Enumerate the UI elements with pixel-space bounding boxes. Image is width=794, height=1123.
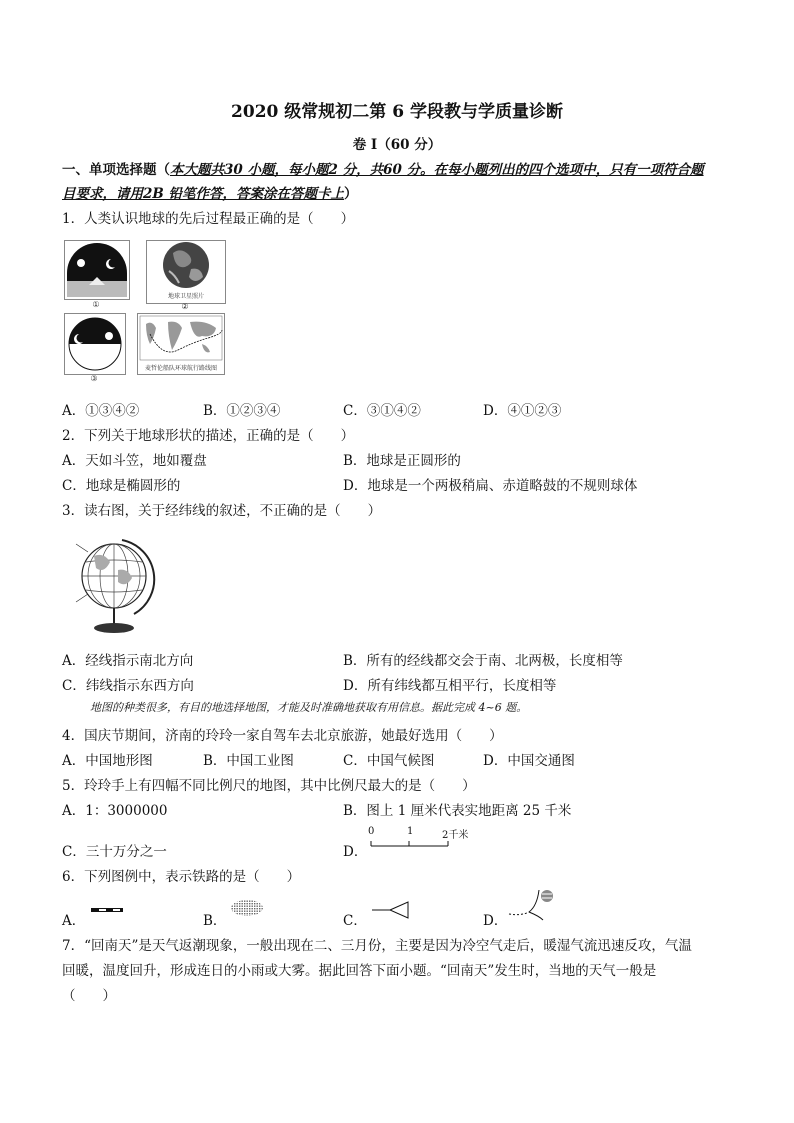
section-note-end: ） — [344, 186, 358, 202]
q5-scale-bar — [368, 826, 478, 856]
hatched-area-symbol-icon — [229, 898, 265, 918]
questions-4-6-intro: 地图的种类很多，有目的地选择地图，才能及时准确地获取有用信息。据此完成 4~6 题。 — [90, 701, 528, 714]
magellan-route-map — [138, 314, 224, 364]
scale-bar-line — [368, 840, 458, 850]
scale-label-1: 1 — [407, 826, 414, 837]
q1-figure-4-caption: 麦哲伦船队环球航行路线图 — [144, 365, 217, 372]
dashed-route-symbol-icon — [505, 886, 559, 922]
question-1-stem: 1．人类认识地球的先后过程最正确的是（ ） — [62, 211, 355, 227]
scale-label-0: 0 — [368, 826, 375, 837]
question-7-answer-blank: （ ） — [62, 988, 116, 1004]
q6-option-b[interactable]: B． — [203, 913, 227, 929]
q6-option-c[interactable]: C． — [343, 913, 367, 929]
q1-figure-2-caption: 地球卫星照片 — [167, 293, 204, 300]
q5-option-b[interactable]: B．图上 1 厘米代表实地距离 25 千米 — [343, 803, 572, 819]
q1-option-b[interactable]: B．①②③④ — [203, 403, 281, 419]
q1-figure-2 — [146, 240, 226, 304]
q3-option-c[interactable]: C．纬线指示东西方向 — [62, 678, 194, 694]
question-2-stem: 2．下列关于地球形状的描述，正确的是（ ） — [62, 428, 355, 444]
section-heading — [62, 158, 704, 178]
page-title: 2020 级常规初二第 6 学段教与学质量诊断 — [231, 102, 563, 122]
q1-figure-3-label: ③ — [90, 374, 98, 383]
q4-option-a[interactable]: A．中国地形图 — [62, 753, 153, 769]
question-7-line1: 7．“回南天”是天气返潮现象，一般出现在二、三月份，主要是因为冷空气走后，暖湿气流迅速反攻，气温 — [62, 938, 692, 954]
section-note — [62, 182, 358, 202]
q1-option-a[interactable]: A．①③④② — [62, 403, 140, 419]
q4-option-b[interactable]: B．中国工业图 — [203, 753, 294, 769]
q1-figure-1-label: ① — [92, 300, 100, 309]
q5-option-c[interactable]: C．三十万分之一 — [62, 844, 167, 860]
ancient-cosmology-illustration — [65, 241, 129, 299]
q2-option-d[interactable]: D．地球是一个两极稍扁、赤道略鼓的不规则球体 — [343, 478, 638, 494]
q3-option-b[interactable]: B．所有的经线都交会于南、北两极，长度相等 — [343, 653, 623, 669]
q1-figure-4 — [137, 313, 225, 375]
section-subtitle: 卷 I（60 分） — [352, 137, 442, 153]
q3-globe-figure — [72, 530, 156, 636]
earth-satellite-photo — [147, 241, 225, 291]
q2-option-b[interactable]: B．地球是正圆形的 — [343, 453, 461, 469]
q1-option-d[interactable]: D．④①②③ — [483, 403, 562, 419]
q1-option-c[interactable]: C．③①④② — [343, 403, 421, 419]
section-note-line1: 本大题共30 小题，每小题2 分，共60 分。在每小题列出的四个选项中，只有一项符合题 — [170, 162, 704, 178]
railway-symbol-icon — [90, 906, 124, 914]
q1-figure-3 — [64, 313, 126, 375]
q6-option-a[interactable]: A． — [62, 913, 86, 929]
scale-label-2: 2千米 — [442, 830, 469, 841]
q4-option-c[interactable]: C．中国气候图 — [343, 753, 435, 769]
triangle-line-symbol-icon — [370, 900, 414, 920]
q4-option-d[interactable]: D．中国交通图 — [483, 753, 575, 769]
q2-option-a[interactable]: A．天如斗笠，地如覆盘 — [62, 453, 207, 469]
q1-figure-2-label: ② — [181, 302, 189, 311]
question-6-stem: 6．下列图例中，表示铁路的是（ ） — [62, 869, 301, 885]
section-note-line2: 目要求，请用2B 铅笔作答，答案涂在答题卡上 — [62, 186, 345, 202]
question-7-line2: 回暖，温度回升，形成连日的小雨或大雾。据此回答下面小题。“回南天”发生时，当地的天气一般是 — [62, 963, 657, 979]
question-3-stem: 3．读右图，关于经纬线的叙述，不正确的是（ ） — [62, 503, 382, 519]
section-heading-label: 一、单项选择题（ — [62, 162, 170, 178]
q5-option-d[interactable]: D． — [343, 844, 368, 860]
q2-option-c[interactable]: C．地球是椭圆形的 — [62, 478, 181, 494]
q3-option-a[interactable]: A．经线指示南北方向 — [62, 653, 194, 669]
question-4-stem: 4．国庆节期间，济南的玲玲一家自驾车去北京旅游，她最好选用（ ） — [62, 728, 503, 744]
globe-icon — [72, 530, 156, 636]
q1-figure-1 — [64, 240, 130, 300]
q5-option-a[interactable]: A．1：3000000 — [62, 803, 168, 819]
q6-option-d[interactable]: D． — [483, 913, 508, 929]
spherical-earth-illustration — [65, 314, 125, 374]
q3-option-d[interactable]: D．所有纬线都互相平行，长度相等 — [343, 678, 557, 694]
question-5-stem: 5．玲玲手上有四幅不同比例尺的地图，其中比例尺最大的是（ ） — [62, 778, 476, 794]
